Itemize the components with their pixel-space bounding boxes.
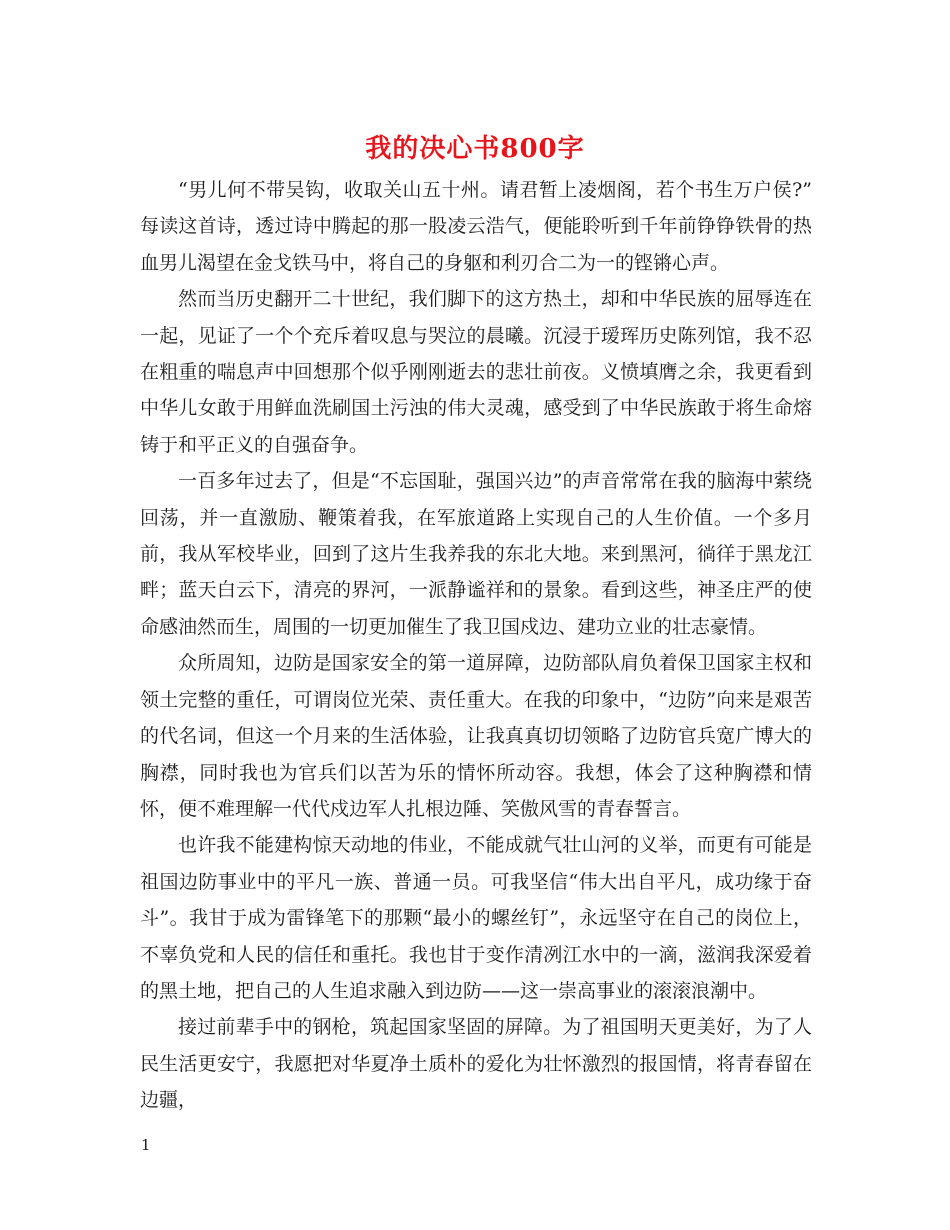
document-body	[140, 172, 812, 1119]
paragraph-5: 也许我不能建构惊天动地的伟业，不能成就气壮山河的义举，而更有可能是祖国边防事业中的平凡一族、普通一员。可我坚信“伟大出自平凡，成功缘于奋斗”。我甘于成为雷锋笔下的那颗“最小的螺丝钉”，永远坚守在自己的岗位上，不辜负党和人民的信任和重托。我也甘于变作清冽江水中的一滴，滋润我深爱着的黑土地，把自己的人生追求融入到边防——这一崇高事业的滚滚浪潮中。	[140, 834, 812, 1002]
paragraph-2: 然而当历史翻开二十世纪，我们脚下的这方热土，却和中华民族的屈辱连在一起，见证了一个个充斥着叹息与哭泣的晨曦。沉浸于瑷珲历史陈列馆，我不忍在粗重的喘息声中回想那个似乎刚刚逝去的悲壮前夜。义愤填膺之余，我更看到中华儿女敢于用鲜血洗刷国土污浊的伟大灵魂，感受到了中华民族敢于将生命熔铸于和平正义的自强奋争。	[140, 288, 812, 456]
paragraph-3: 一百多年过去了，但是“不忘国耻，强国兴边”的声音常常在我的脑海中萦绕回荡，并一直激励、鞭策着我，在军旅道路上实现自己的人生价值。一个多月前，我从军校毕业，回到了这片生我养我的东北大地。来到黑河，徜徉于黑龙江畔；蓝天白云下，清亮的界河，一派静谧祥和的景象。看到这些，神圣庄严的使命感油然而生，周围的一切更加催生了我卫国戍边、建功立业的壮志豪情。	[140, 470, 812, 638]
paragraph-1: “男儿何不带吴钩，收取关山五十州。请君暂上凌烟阁，若个书生万户侯?” 每读这首诗，透过诗中腾起的那一股凌云浩气，便能聆听到千年前铮铮铁骨的热血男儿渴望在金戈铁马中，将自己的身躯和利刃合二为一的铿锵心声。	[140, 179, 812, 274]
paragraph-4: 众所周知，边防是国家安全的第一道屏障，边防部队肩负着保卫国家主权和领土完整的重任，可谓岗位光荣、责任重大。在我的印象中，“边防”向来是艰苦的代名词，但这一个月来的生活体验，让我真真切切领略了边防官兵宽广博大的胸襟，同时我也为官兵们以苦为乐的情怀所动容。我想，体会了这种胸襟和情怀，便不难理解一代代戍边军人扎根边陲、笑傲风雪的青春誓言。	[140, 652, 812, 820]
paragraph-6: 接过前辈手中的钢枪，筑起国家坚固的屏障。为了祖国明天更美好，为了人民生活更安宁，我愿把对华夏净土质朴的爱化为壮怀激烈的报国情，将青春留在边疆，	[140, 1016, 812, 1112]
page-number: 1	[141, 1136, 151, 1154]
document-title: 我的决心书800字	[365, 134, 585, 164]
